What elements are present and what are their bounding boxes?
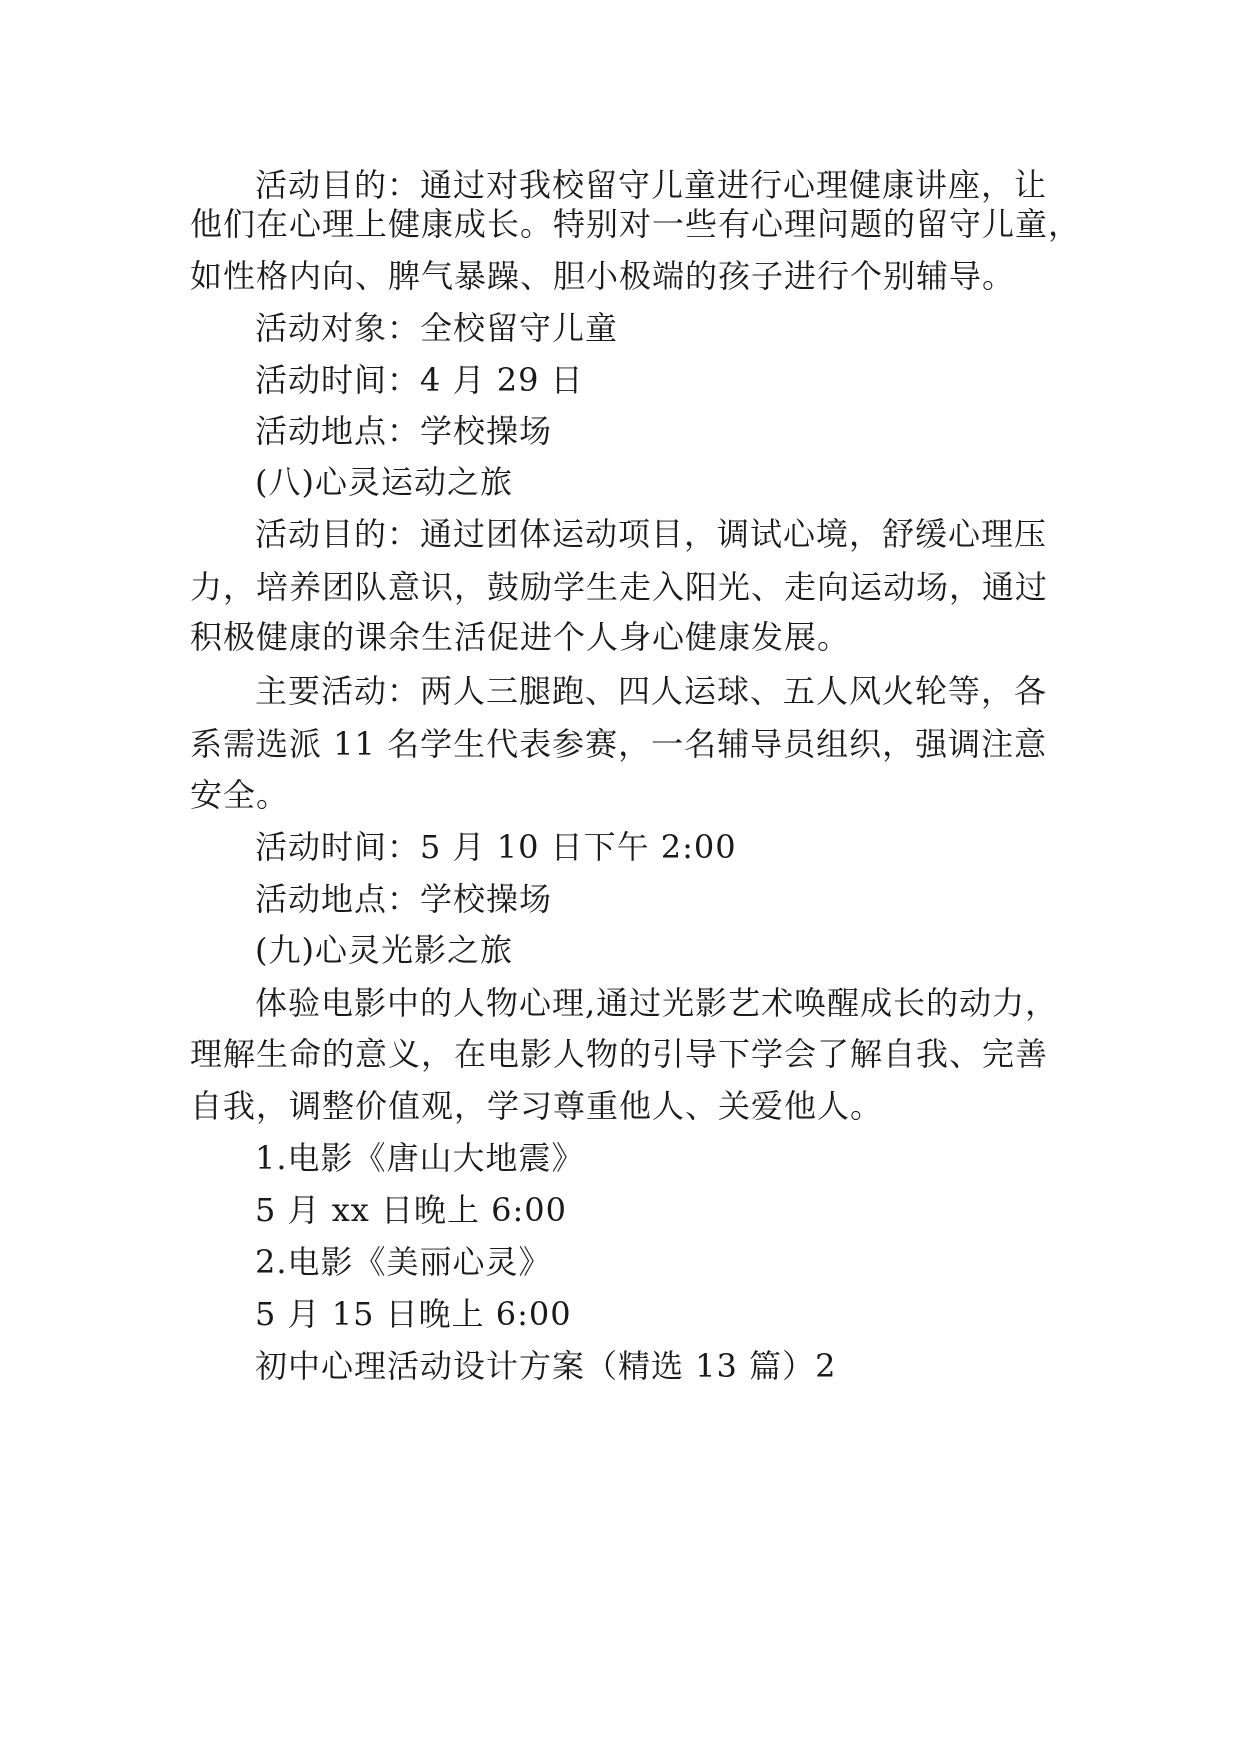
paragraph-line: 如性格内向、脾气暴躁、胆小极端的孩子进行个别辅导。	[190, 257, 1016, 295]
paragraph-line: 活动目的：通过团体运动项目，调试心境，舒缓心理压	[255, 515, 1048, 553]
paragraph-line: 活动时间：5 月 10 日下午 2:00	[255, 828, 737, 866]
paragraph-line: 自我，调整价值观，学习尊重他人、关爱他人。	[190, 1087, 884, 1125]
paragraph-line: 5 月 15 日晚上 6:00	[255, 1295, 572, 1333]
paragraph-line: 活动对象：全校留守儿童	[255, 309, 619, 347]
paragraph-line: 5 月 xx 日晚上 6:00	[255, 1191, 568, 1229]
paragraph-line: 积极健康的课余生活促进个人身心健康发展。	[190, 618, 851, 656]
list-item: 2.电影《美丽心灵》	[255, 1243, 552, 1281]
paragraph-line: 活动时间：4 月 29 日	[255, 361, 584, 399]
paragraph-line: 活动地点：学校操场	[255, 880, 553, 918]
paragraph-line: 他们在心理上健康成长。特别对一些有心理问题的留守儿童，	[190, 205, 1082, 243]
section-heading: (九)心灵光影之旅	[255, 931, 513, 969]
document-title-line: 初中心理活动设计方案（精选 13 篇）2	[255, 1347, 837, 1385]
paragraph-line: 活动目的：通过对我校留守儿童进行心理健康讲座，让	[255, 166, 1048, 204]
paragraph-line: 理解生命的意义，在电影人物的引导下学会了解自我、完善	[190, 1035, 1049, 1073]
list-item: 1.电影《唐山大地震》	[255, 1139, 585, 1177]
paragraph-line: 系需选派 11 名学生代表参赛，一名辅导员组织，强调注意	[190, 725, 1048, 763]
paragraph-line: 力，培养团队意识，鼓励学生走入阳光、走向运动场，通过	[190, 568, 1049, 606]
section-heading: (八)心灵运动之旅	[255, 463, 513, 501]
paragraph-line: 主要活动：两人三腿跑、四人运球、五人风火轮等，各	[255, 672, 1048, 710]
paragraph-line: 活动地点：学校操场	[255, 412, 553, 450]
paragraph-line: 体验电影中的人物心理,通过光影艺术唤醒成长的动力，	[255, 984, 1059, 1022]
paragraph-line: 安全。	[190, 776, 290, 814]
